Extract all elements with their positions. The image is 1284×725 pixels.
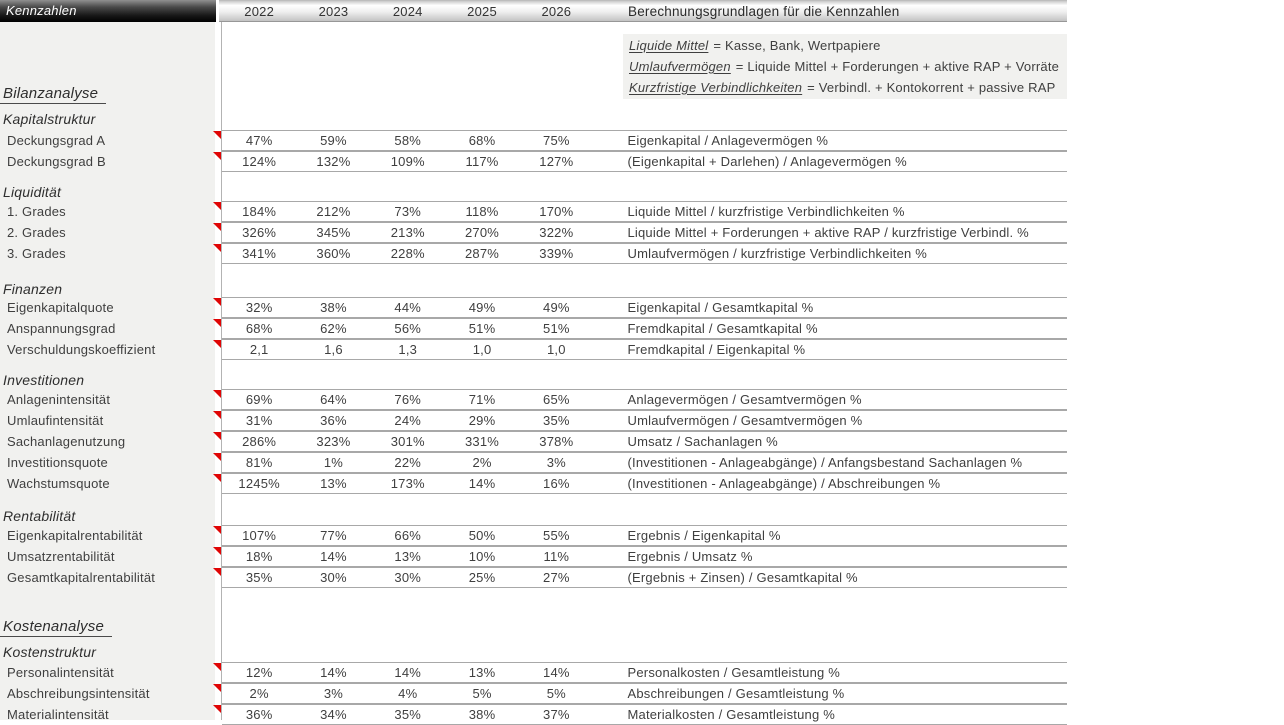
row-label-cell[interactable]: 1. Grades (7, 204, 66, 219)
value-cell[interactable]: 27% (543, 570, 570, 585)
formula-cell[interactable]: Eigenkapital / Gesamtkapital % (627, 300, 814, 315)
value-cell[interactable]: 326% (242, 225, 277, 240)
metric-row (0, 410, 1284, 431)
value-cell[interactable]: 322% (539, 225, 574, 240)
metric-row (0, 130, 1284, 151)
row-data-cells (222, 431, 1067, 452)
row-label-cell[interactable]: Anlagenintensität (7, 392, 111, 407)
row-label-cell[interactable]: Verschuldungskoeffizient (7, 342, 156, 357)
value-cell[interactable]: 65% (543, 392, 570, 407)
value-cell[interactable]: 13% (468, 665, 496, 680)
row-data-cells (222, 567, 1067, 588)
formula-cell[interactable]: Anlagevermögen / Gesamtvermögen % (627, 392, 862, 407)
value-cell[interactable]: 341% (242, 246, 277, 261)
sheet-title: Kennzahlen (6, 3, 77, 18)
formula-cell[interactable]: (Investitionen - Anlageabgänge) / Abschreibungen % (627, 476, 941, 491)
metric-row-group (0, 662, 1284, 725)
metric-row-group (0, 201, 1284, 264)
group-heading[interactable]: Liquidität (3, 184, 62, 200)
formula-cell[interactable]: (Investitionen - Anlageabgänge) / Anfangsbestand Sachanlagen % (627, 455, 1023, 470)
metric-row (0, 473, 1284, 494)
column-header-bar (219, 0, 1067, 22)
row-data-cells (222, 546, 1067, 567)
value-cell[interactable]: 49% (543, 300, 570, 315)
row-data-cells (222, 339, 1067, 360)
value-cell[interactable]: 339% (539, 246, 574, 261)
group-heading[interactable]: Kapitalstruktur (3, 111, 96, 127)
value-cell[interactable]: 132% (316, 154, 351, 169)
value-cell[interactable]: 73% (394, 204, 422, 219)
value-cell[interactable]: 31% (245, 413, 273, 428)
value-cell[interactable]: 18% (245, 549, 273, 564)
value-cell[interactable]: 184% (242, 204, 277, 219)
value-cell[interactable]: 4% (398, 686, 418, 701)
value-cell[interactable]: 127% (539, 154, 574, 169)
value-cell[interactable]: 71% (468, 392, 496, 407)
group-heading[interactable]: Investitionen (3, 372, 85, 388)
metric-row (0, 452, 1284, 473)
value-cell[interactable]: 44% (394, 300, 422, 315)
value-cell[interactable]: 228% (390, 246, 425, 261)
value-cell[interactable]: 13% (320, 476, 347, 491)
formula-cell[interactable]: Eigenkapital / Anlagevermögen % (627, 133, 829, 148)
formula-cell[interactable]: Liquide Mittel + Forderungen + aktive RAP / kurzfristige Verbindl. % (627, 225, 1029, 240)
row-data-cells (222, 243, 1067, 264)
value-cell[interactable]: 58% (394, 133, 422, 148)
value-cell[interactable]: 13% (394, 549, 422, 564)
value-cell[interactable]: 118% (465, 204, 499, 219)
row-data-cells (222, 151, 1067, 172)
value-cell[interactable]: 1% (323, 455, 344, 470)
value-cell[interactable]: 34% (320, 707, 347, 722)
value-cell[interactable]: 51% (543, 321, 570, 336)
value-cell[interactable]: 3% (546, 455, 566, 470)
row-label-cell[interactable]: Abschreibungsintensität (7, 686, 150, 701)
value-cell[interactable]: 331% (465, 434, 500, 449)
value-cell[interactable]: 30% (394, 570, 422, 585)
row-label-cell[interactable]: 3. Grades (7, 246, 66, 261)
calc-basis-title: Berechnungsgrundlagen für die Kennzahlen (628, 4, 900, 19)
row-data-cells (222, 410, 1067, 431)
group-heading[interactable]: Rentabilität (3, 508, 76, 524)
row-data-cells (222, 297, 1067, 318)
value-cell[interactable]: 32% (245, 300, 273, 315)
value-cell[interactable]: 75% (543, 133, 570, 148)
formula-cell[interactable]: Ergebnis / Umsatz % (627, 549, 753, 564)
row-label-cell[interactable]: Wachstumsquote (7, 476, 110, 491)
formula-cell[interactable]: Umsatz / Sachanlagen % (627, 434, 778, 449)
value-cell[interactable]: 36% (320, 413, 347, 428)
row-data-cells (222, 130, 1067, 151)
metric-row (0, 151, 1284, 172)
value-cell[interactable]: 30% (320, 570, 347, 585)
value-cell[interactable]: 64% (320, 392, 347, 407)
row-label-cell[interactable]: Umsatzrentabilität (7, 549, 115, 564)
formula-cell[interactable]: Umlaufvermögen / kurzfristige Verbindlichkeiten % (627, 246, 928, 261)
metric-row (0, 567, 1284, 588)
row-label-cell[interactable]: Deckungsgrad A (7, 133, 106, 148)
formula-cell[interactable]: Fremdkapital / Eigenkapital % (627, 342, 806, 357)
metric-row (0, 297, 1284, 318)
value-cell[interactable]: 3% (323, 686, 344, 701)
value-cell[interactable]: 77% (320, 528, 347, 543)
value-cell[interactable]: 1,6 (324, 342, 343, 357)
sheet-title-cell[interactable] (0, 0, 216, 22)
value-cell[interactable]: 1,0 (472, 342, 492, 357)
definition-text: = Verbindl. + Kontokorrent + passive RAP (807, 80, 1056, 95)
value-cell[interactable]: 1245% (238, 476, 280, 491)
metric-row (0, 339, 1284, 360)
value-cell[interactable]: 2% (249, 686, 269, 701)
row-data-cells (222, 389, 1067, 410)
metric-row (0, 389, 1284, 410)
value-cell[interactable]: 117% (465, 154, 499, 169)
metric-row (0, 431, 1284, 452)
value-cell[interactable]: 1,3 (398, 342, 418, 357)
value-cell[interactable]: 35% (543, 413, 570, 428)
formula-cell[interactable]: (Ergebnis + Zinsen) / Gesamtkapital % (627, 570, 858, 585)
metric-row-group (0, 525, 1284, 588)
value-cell[interactable]: 124% (242, 154, 277, 169)
row-data-cells (222, 452, 1067, 473)
row-data-cells (222, 473, 1067, 494)
metric-row (0, 683, 1284, 704)
metric-row (0, 662, 1284, 683)
value-cell[interactable]: 14% (320, 665, 347, 680)
row-data-cells (222, 201, 1067, 222)
formula-cell[interactable]: (Eigenkapital + Darlehen) / Anlagevermögen % (627, 154, 907, 169)
row-data-cells (222, 525, 1067, 546)
section-heading[interactable]: Bilanzanalyse (0, 86, 106, 104)
metric-row (0, 222, 1284, 243)
metric-row-group (0, 297, 1284, 360)
metric-row (0, 201, 1284, 222)
row-data-cells (222, 683, 1067, 704)
value-cell[interactable]: 24% (394, 413, 422, 428)
definition-text: = Kasse, Bank, Wertpapiere (713, 38, 881, 53)
metric-row (0, 546, 1284, 567)
ratio-table (0, 22, 1284, 720)
definition-text: = Liquide Mittel + Forderungen + aktive RAP + Vorräte (735, 59, 1060, 74)
value-cell[interactable]: 170% (539, 204, 574, 219)
row-label-cell[interactable]: Gesamtkapitalrentabilität (7, 570, 156, 585)
formula-cell[interactable]: Fremdkapital / Gesamtkapital % (627, 321, 818, 336)
formula-cell[interactable]: Liquide Mittel / kurzfristige Verbindlichkeiten % (627, 204, 905, 219)
metric-row-group (0, 130, 1284, 172)
value-cell[interactable]: 301% (390, 434, 425, 449)
row-data-cells (222, 318, 1067, 339)
year-column-header[interactable]: 2025 (467, 3, 497, 19)
value-cell[interactable]: 56% (394, 321, 422, 336)
value-cell[interactable]: 47% (245, 133, 273, 148)
value-cell[interactable]: 12% (245, 665, 273, 680)
value-cell[interactable]: 287% (465, 246, 500, 261)
year-column-header[interactable]: 2023 (318, 3, 349, 19)
row-label-cell[interactable]: Anspannungsgrad (7, 321, 116, 336)
value-cell[interactable]: 68% (468, 133, 496, 148)
value-cell[interactable]: 11% (543, 549, 570, 564)
row-label-cell[interactable]: Personalintensität (7, 665, 114, 680)
value-cell[interactable]: 59% (320, 133, 347, 148)
row-label-cell[interactable]: 2. Grades (7, 225, 66, 240)
row-label-cell[interactable]: Materialintensität (7, 707, 109, 722)
value-cell[interactable]: 5% (546, 686, 566, 701)
value-cell[interactable]: 66% (394, 528, 422, 543)
value-cell[interactable]: 270% (465, 225, 500, 240)
formula-cell[interactable]: Personalkosten / Gesamtleistung % (627, 665, 841, 680)
value-cell[interactable]: 38% (468, 707, 496, 722)
year-column-header[interactable]: 2024 (392, 3, 423, 19)
value-cell[interactable]: 2,1 (249, 342, 269, 357)
value-cell[interactable]: 25% (468, 570, 496, 585)
value-cell[interactable]: 81% (245, 455, 273, 470)
value-cell[interactable]: 1,0 (547, 342, 566, 357)
metric-row-group (0, 389, 1284, 494)
metric-row (0, 525, 1284, 546)
value-cell[interactable]: 378% (539, 434, 574, 449)
value-cell[interactable]: 14% (320, 549, 347, 564)
value-cell[interactable]: 35% (245, 570, 273, 585)
row-label-cell[interactable]: Investitionsquote (7, 455, 108, 470)
value-cell[interactable]: 51% (468, 321, 496, 336)
group-heading[interactable]: Kostenstruktur (3, 644, 97, 660)
row-data-cells (222, 704, 1067, 725)
value-cell[interactable]: 55% (543, 528, 570, 543)
definition-term: Liquide Mittel (629, 38, 709, 53)
value-cell[interactable]: 2% (472, 455, 492, 470)
value-cell[interactable]: 14% (394, 665, 422, 680)
value-cell[interactable]: 109% (390, 154, 425, 169)
value-cell[interactable]: 212% (316, 204, 351, 219)
formula-cell[interactable]: Umlaufvermögen / Gesamtvermögen % (627, 413, 863, 428)
value-cell[interactable]: 38% (320, 300, 347, 315)
value-cell[interactable]: 37% (543, 707, 570, 722)
group-heading[interactable]: Finanzen (3, 281, 63, 297)
value-cell[interactable]: 14% (543, 665, 570, 680)
year-column-header[interactable]: 2022 (244, 3, 275, 19)
value-cell[interactable]: 14% (468, 476, 496, 491)
row-label-cell[interactable]: Sachanlagenutzung (7, 434, 126, 449)
section-heading[interactable]: Kostenanalyse (0, 619, 112, 637)
value-cell[interactable]: 35% (394, 707, 422, 722)
value-cell[interactable]: 16% (543, 476, 570, 491)
value-cell[interactable]: 49% (468, 300, 496, 315)
row-label-cell[interactable]: Deckungsgrad B (7, 154, 106, 169)
row-label-cell[interactable]: Eigenkapitalquote (7, 300, 114, 315)
row-data-cells (222, 222, 1067, 243)
value-cell[interactable]: 345% (316, 225, 351, 240)
formula-cell[interactable]: Abschreibungen / Gesamtleistung % (627, 686, 845, 701)
value-cell[interactable]: 36% (245, 707, 273, 722)
value-cell[interactable]: 10% (468, 549, 496, 564)
value-cell[interactable]: 62% (320, 321, 347, 336)
metric-row (0, 243, 1284, 264)
definition-term: Kurzfristige Verbindlichkeiten (629, 80, 803, 95)
year-column-header[interactable]: 2026 (541, 3, 572, 19)
value-cell[interactable]: 5% (472, 686, 492, 701)
value-cell[interactable]: 286% (242, 434, 277, 449)
metric-row (0, 704, 1284, 725)
value-cell[interactable]: 107% (242, 528, 277, 543)
value-cell[interactable]: 68% (245, 321, 273, 336)
formula-cell[interactable]: Ergebnis / Eigenkapital % (627, 528, 781, 543)
value-cell[interactable]: 22% (394, 455, 422, 470)
value-cell[interactable]: 29% (468, 413, 496, 428)
formula-cell[interactable]: Materialkosten / Gesamtleistung % (627, 707, 835, 722)
value-cell[interactable]: 76% (394, 392, 422, 407)
value-cell[interactable]: 69% (245, 392, 273, 407)
value-cell[interactable]: 213% (390, 225, 425, 240)
value-cell[interactable]: 50% (468, 528, 496, 543)
value-cell[interactable]: 360% (316, 246, 351, 261)
metric-row (0, 318, 1284, 339)
value-cell[interactable]: 323% (316, 434, 351, 449)
row-data-cells (222, 662, 1067, 683)
row-label-cell[interactable]: Umlaufintensität (7, 413, 104, 428)
row-label-cell[interactable]: Eigenkapitalrentabilität (7, 528, 143, 543)
definition-term: Umlaufvermögen (629, 59, 731, 74)
value-cell[interactable]: 173% (390, 476, 425, 491)
